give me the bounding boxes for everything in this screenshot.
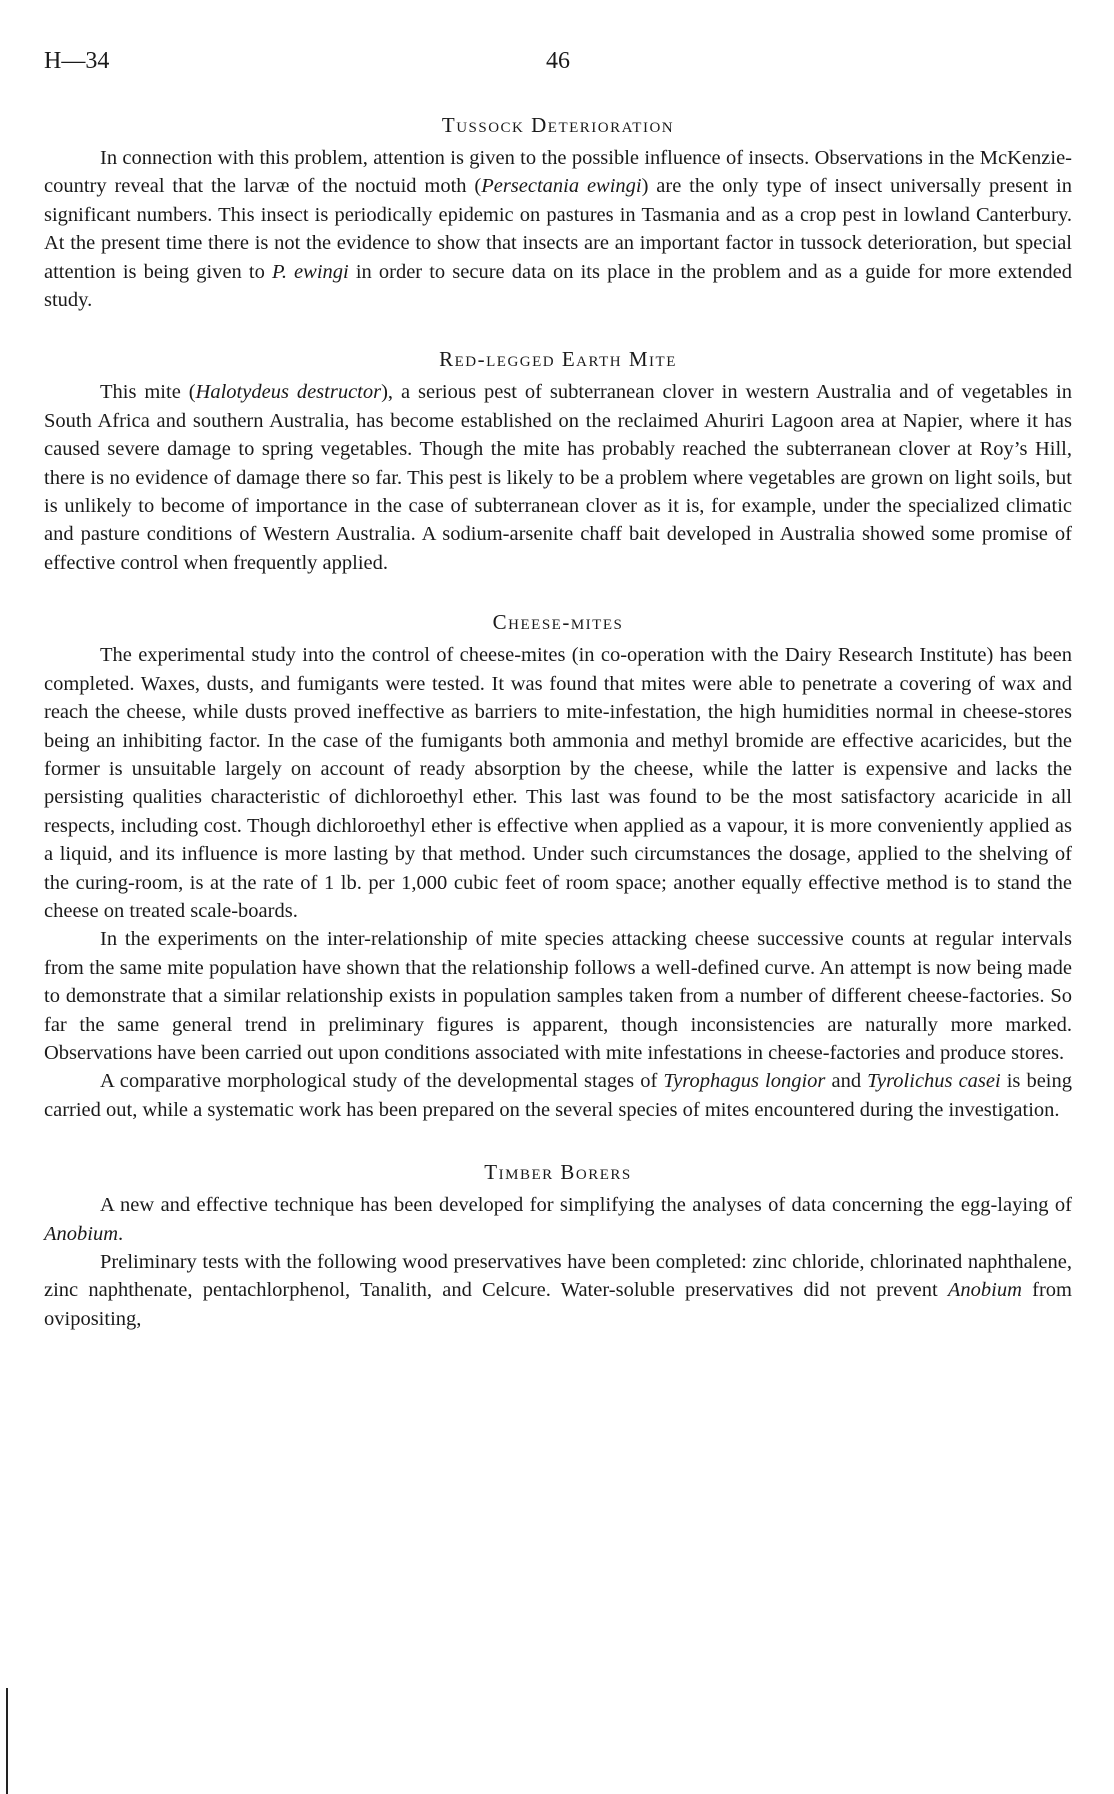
page-body bbox=[44, 110, 1072, 1363]
paragraph: A comparative morphological study of the developmental stages of Tyrophagus longior and Tyrolichus casei is being carried out, while a systematic work has been prepared on the several species of mites encountered during the investigation. bbox=[44, 1070, 1072, 1121]
page-header bbox=[44, 48, 1072, 88]
paragraph: The experimental study into the control of cheese-mites (in co-operation with the Dairy Research Institute) has been completed. Waxes, dusts, and fumigants were tested. It was found that mites were able to penetrate a covering of wax and reach the cheese, while dusts proved ineffective as barriers to mite-infestation, the high humidities normal in cheese-stores being an inhibiting factor. In the case of the fumigants both ammonia and methyl bromide are effective acaricides, but the former is unsuitable largely on account of ready absorption by the cheese, while the latter is expensive and lacks the persisting qualities characteristic of dichloroethyl ether. This last was found to be the most satisfactory acaricide in all respects, including cost. Though dichloroethyl ether is effective when applied as a vapour, it is more conveniently applied as a liquid, and its influence is more lasting by that method. Under such circumstances the dosage, applied to the shelving of the curing-room, is at the rate of 1 lb. per 1,000 cubic feet of room space; another equally effective method is to stand the cheese on treated scale-boards. bbox=[44, 644, 1072, 922]
paragraph: In the experiments on the inter-relationship of mite species attacking cheese successive counts at regular intervals from the same mite population have shown that the relationship follows a well-defined curve. An attempt is now being made to demonstrate that a similar relationship exists in population samples taken from a number of different cheese-factories. So far the same general trend in preliminary figures is apparent, though inconsistencies are naturally more marked. Observations have been carried out upon conditions associated with mite infestations in cheese-factories and produce stores. bbox=[44, 928, 1072, 1064]
section-tussock-deterioration bbox=[44, 110, 1072, 314]
paragraph: In connection with this problem, attention is given to the possible influence of insects. Observations in the McKenzie-country reveal that the larvæ of the noctuid moth (Persectania ewingi) are the only type of insect universally present in significant numbers. This insect is periodically epidemic on pastures in Tasmania and as a crop pest in lowland Canterbury. At the present time there is not the evidence to show that insects are an important factor in tussock deterioration, but special attention is being given to P. ewingi in order to secure data on its place in the problem and as a guide for more extended study. bbox=[44, 147, 1072, 312]
scan-margin-line bbox=[6, 1688, 8, 1794]
section-timber-borers bbox=[44, 1157, 1072, 1333]
section-red-legged-earth-mite bbox=[44, 344, 1072, 577]
section-heading: Cheese-mites bbox=[492, 610, 624, 635]
section-cheese-mites bbox=[44, 607, 1072, 1124]
section-heading: Timber Borers bbox=[484, 1160, 632, 1185]
section-heading: Tussock Deterioration bbox=[441, 113, 675, 137]
paragraph: A new and effective technique has been developed for simplifying the analyses of data concerning the egg-laying of Anobium. bbox=[44, 1194, 1072, 1245]
document-reference: H—34 bbox=[44, 48, 110, 74]
page-number: 46 bbox=[546, 48, 570, 74]
section-heading: Red-legged Earth Mite bbox=[439, 347, 677, 372]
paragraph: Preliminary tests with the following wood preservatives have been completed: zinc chloride, chlorinated naphthalene, zinc naphthenate, pentachlorphenol, Tanalith, and Celcure. Water-soluble preservatives did not prevent Anobium from ovipositing, bbox=[44, 1251, 1072, 1330]
paragraph: This mite (Halotydeus destructor), a serious pest of subterranean clover in western Australia and of vegetables in South Africa and southern Australia, has become established on the reclaimed Ahuriri Lagoon area at Napier, where it has caused severe damage to spring vegetables. Though the mite has probably reached the subterranean clover at Roy’s Hill, there is no evidence of damage there so far. This pest is likely to be a problem where vegetables are grown on light soils, but is unlikely to become of importance in the case of subterranean clover as it is, for example, under the specialized climatic and pasture conditions of Western Australia. A sodium-arsenite chaff bait developed in Australia showed some promise of effective control when frequently applied. bbox=[44, 381, 1072, 574]
